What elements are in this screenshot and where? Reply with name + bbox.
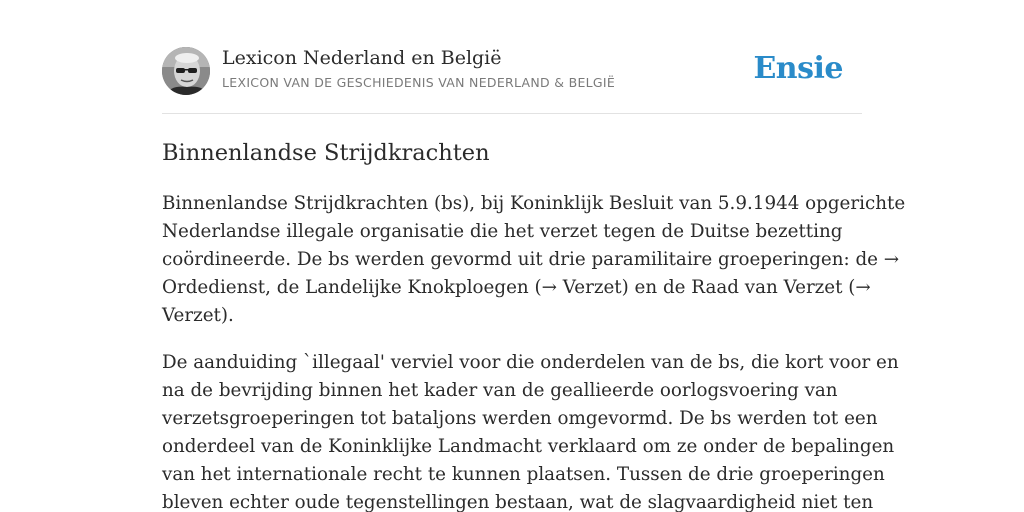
text-line: Ordedienst, de Landelijke Knokploegen (→ Verzet) en de Raad van Verzet (→ [162, 277, 871, 298]
site-subtitle: LEXICON VAN DE GESCHIEDENIS VAN NEDERLAND & BELGIË [222, 75, 616, 90]
article-title: Binnenlandse Strijdkrachten [162, 140, 490, 166]
text-line: Verzet). [162, 305, 234, 326]
text-line: coördineerde. De bs werden gevormd uit drie paramilitaire groeperingen: de → [162, 249, 900, 270]
text-line: van het internationale recht te kunnen plaatsen. Tussen de drie groeperingen [162, 464, 885, 485]
paragraph [162, 190, 906, 330]
text-line: verzetsgroeperingen tot bataljons werden omgevormd. De bs werden tot een [162, 408, 878, 429]
portrait-icon [162, 47, 210, 95]
site-header [162, 46, 862, 96]
article-body [162, 190, 906, 512]
text-line: bleven echter oude tegenstellingen bestaan, wat de slagvaardigheid niet ten [162, 492, 874, 512]
ensie-logo[interactable]: Ensie [753, 51, 843, 86]
author-avatar[interactable] [162, 47, 210, 95]
text-line: Nederlandse illegale organisatie die het verzet tegen de Duitse bezetting [162, 221, 843, 242]
text-line: na de bevrijding binnen het kader van de geallieerde oorlogsvoering van [162, 380, 838, 401]
text-line: Binnenlandse Strijdkrachten (bs), bij Koninklijk Besluit van 5.9.1944 opgerichte [162, 193, 906, 214]
site-title[interactable]: Lexicon Nederland en België [222, 47, 502, 69]
text-line: De aanduiding `illegaal' verviel voor die onderdelen van de bs, die kort voor en [162, 352, 899, 373]
paragraph [162, 349, 899, 512]
text-line: onderdeel van de Koninklijke Landmacht verklaard om ze onder de bepalingen [162, 436, 895, 457]
header-divider [162, 113, 862, 114]
